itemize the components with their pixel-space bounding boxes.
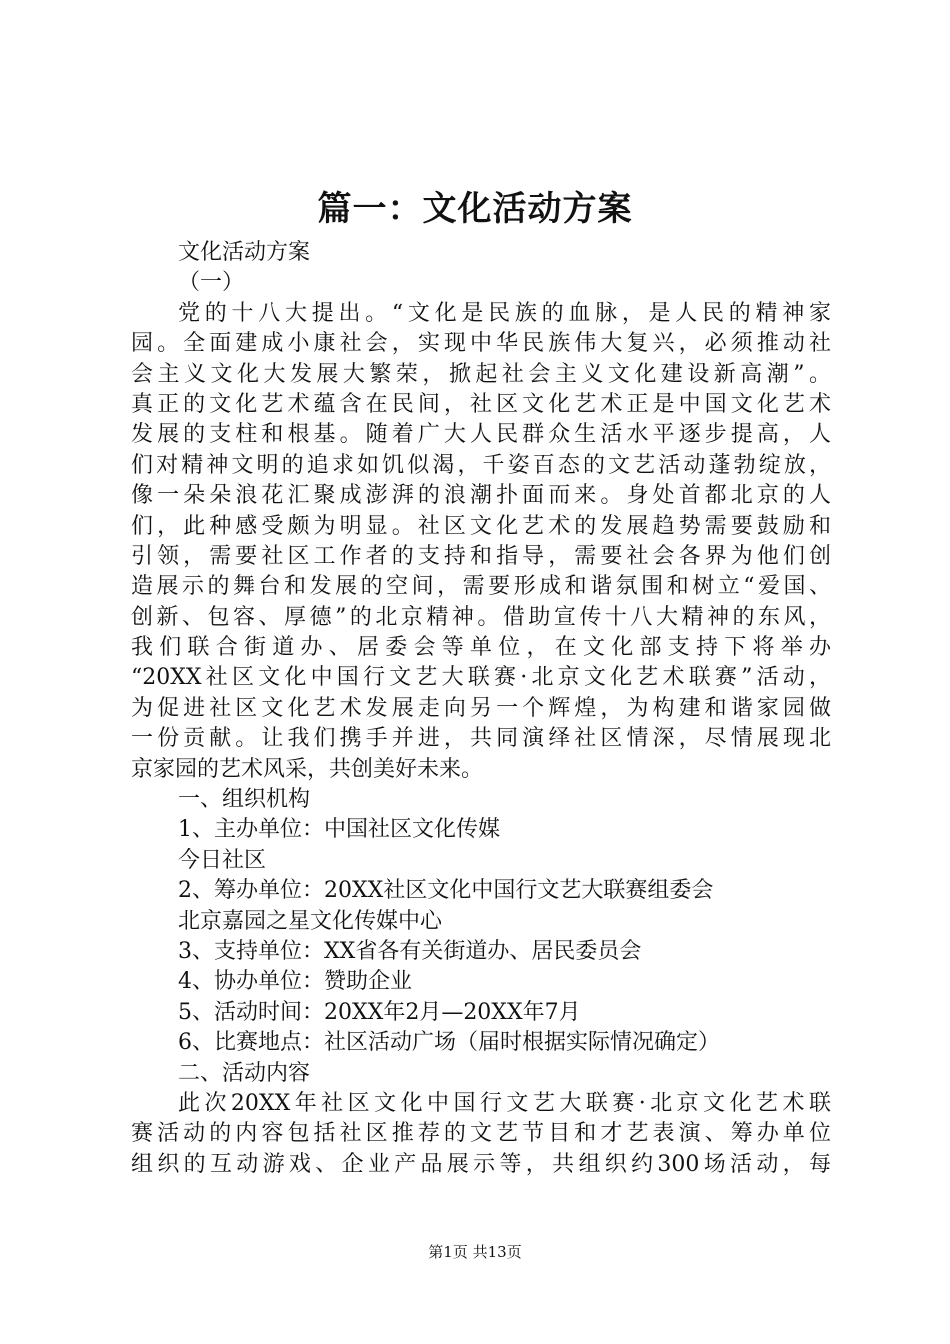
text-line: 我们联合街道办、居委会等单位，在文化部支持下将举办: [131, 635, 831, 661]
text-line: 一份贡献。让我们携手并进，共同演绎社区情深，尽情展现北: [131, 726, 831, 752]
page-footer: 第1页 共13页: [428, 1243, 522, 1261]
text-line: 5、活动时间：20XX年2月—20XX年7月: [178, 999, 581, 1025]
text-line: 会主义文化大发展大繁荣，掀起社会主义文化建设新高潮”。: [131, 361, 831, 387]
text-line: 为促进社区文化艺术发展走向另一个辉煌，为构建和谐家园做: [131, 695, 831, 721]
text-line: 二、活动内容: [178, 1060, 311, 1086]
text-line: 此次20XX年社区文化中国行文艺大联赛·北京文化艺术联: [178, 1090, 831, 1116]
text-line: 今日社区: [178, 847, 267, 873]
text-line: 3、支持单位：XX省各有关街道办、居民委员会: [178, 938, 642, 964]
text-line: （一）: [178, 270, 245, 296]
text-line: 像一朵朵浪花汇聚成澎湃的浪潮扑面而来。身处首都北京的人: [131, 483, 831, 509]
text-line: 4、协办单位：赞助企业: [178, 969, 412, 995]
text-line: 引领，需要社区工作者的支持和指导，需要社会各界为他们创: [131, 543, 831, 569]
text-line: 一、组织机构: [178, 787, 311, 813]
document-title: 篇一：文化活动方案: [317, 189, 633, 229]
text-line: 组织的互动游戏、企业产品展示等，共组织约300场活动，每: [131, 1151, 831, 1177]
text-line: 6、比赛地点：社区活动广场（届时根据实际情况确定）: [178, 1030, 720, 1056]
text-line: 1、主办单位：中国社区文化传媒: [178, 817, 500, 843]
text-line: 文化活动方案: [178, 240, 311, 265]
text-line: 创新、包容、厚德”的北京精神。借助宣传十八大精神的东风，: [131, 604, 831, 630]
text-line: “20XX社区文化中国行文艺大联赛·北京文化艺术联赛”活动，: [131, 665, 831, 691]
text-line: 北京嘉园之星文化传媒中心: [178, 908, 443, 934]
text-line: 党的十八大提出。“文化是民族的血脉，是人民的精神家: [178, 300, 831, 326]
text-line: 发展的支柱和根基。随着广大人民群众生活水平逐步提高，人: [131, 422, 831, 448]
text-line: 们对精神文明的追求如饥似渴，千姿百态的文艺活动蓬勃绽放，: [131, 452, 831, 478]
text-line: 们，此种感受颇为明显。社区文化艺术的发展趋势需要鼓励和: [131, 513, 831, 539]
text-line: 园。全面建成小康社会，实现中华民族伟大复兴，必须推动社: [131, 331, 831, 357]
document-body: [131, 238, 831, 1180]
text-line: 京家园的艺术风采，共创美好未来。: [131, 756, 484, 782]
text-line: 2、筹办单位：20XX社区文化中国行文艺大联赛组委会: [178, 878, 714, 904]
text-line: 造展示的舞台和发展的空间，需要形成和谐氛围和树立“爱国、: [131, 574, 831, 600]
text-line: 赛活动的内容包括社区推荐的文艺节目和才艺表演、筹办单位: [131, 1121, 831, 1147]
text-line: 真正的文化艺术蕴含在民间，社区文化艺术正是中国文化艺术: [131, 391, 831, 417]
